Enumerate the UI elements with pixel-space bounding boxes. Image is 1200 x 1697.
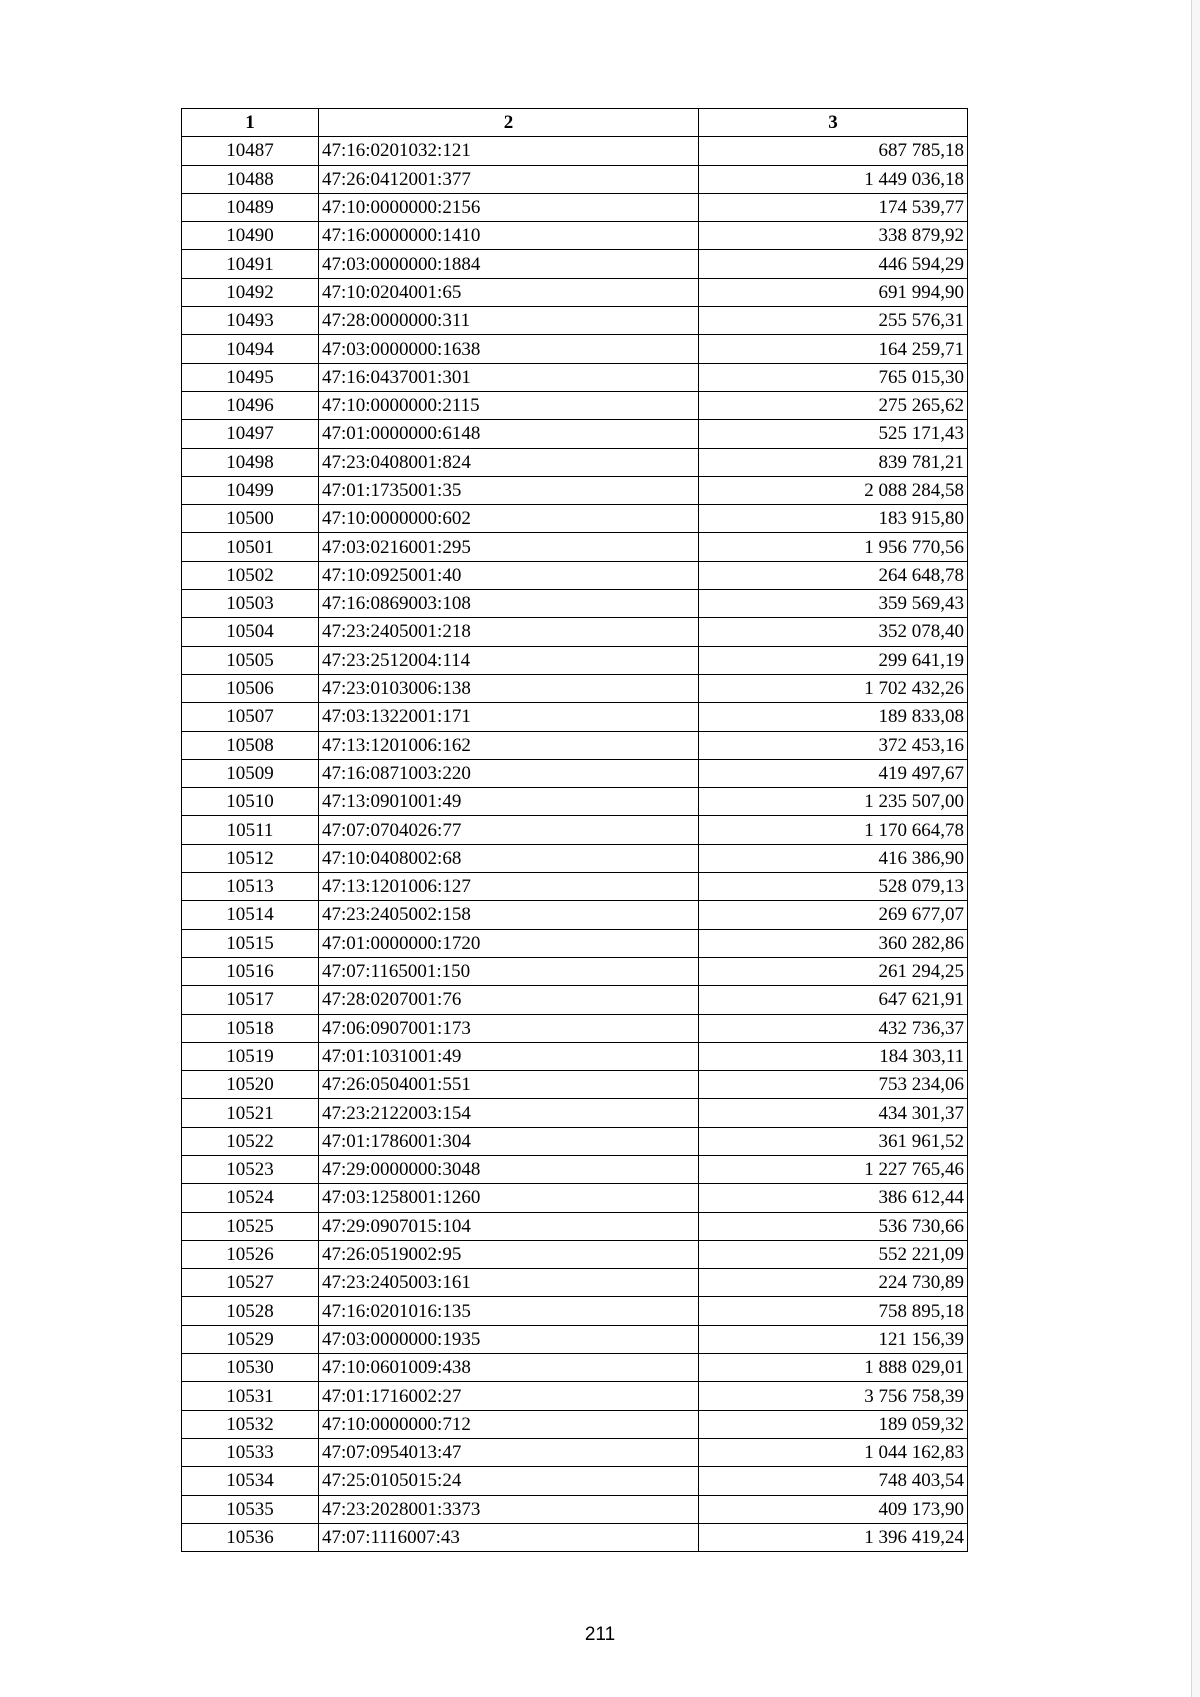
- row-number-cell: 10487: [182, 137, 319, 165]
- cadastral-value-cell: 184 303,11: [699, 1042, 968, 1070]
- cadastral-number-cell: 47:28:0207001:76: [319, 986, 699, 1014]
- table-row: [182, 901, 968, 929]
- page-number: 211: [584, 1624, 616, 1645]
- table-row: [182, 1438, 968, 1466]
- cadastral-number-cell: 47:01:1031001:49: [319, 1042, 699, 1070]
- cadastral-number-cell: 47:03:0216001:295: [319, 533, 699, 561]
- row-number-cell: 10508: [182, 731, 319, 759]
- cadastral-number-cell: 47:25:0105015:24: [319, 1467, 699, 1495]
- table-row: [182, 1127, 968, 1155]
- cadastral-number-cell: 47:13:0901001:49: [319, 788, 699, 816]
- row-number-cell: 10517: [182, 986, 319, 1014]
- cadastral-number-cell: 47:10:0204001:65: [319, 278, 699, 306]
- cadastral-number-cell: 47:23:0408001:824: [319, 448, 699, 476]
- cadastral-number-cell: 47:03:1322001:171: [319, 703, 699, 731]
- cadastral-value-cell: 359 569,43: [699, 590, 968, 618]
- cadastral-value-cell: 691 994,90: [699, 278, 968, 306]
- cadastral-value-cell: 1 888 029,01: [699, 1354, 968, 1382]
- column-header-2: 2: [319, 109, 699, 137]
- cadastral-value-cell: 1 227 765,46: [699, 1155, 968, 1183]
- table-row: [182, 1523, 968, 1551]
- table-row: [182, 1042, 968, 1070]
- row-number-cell: 10519: [182, 1042, 319, 1070]
- table-row: [182, 1099, 968, 1127]
- table-row: [182, 703, 968, 731]
- cadastral-value-cell: 758 895,18: [699, 1297, 968, 1325]
- row-number-cell: 10510: [182, 788, 319, 816]
- cadastral-number-cell: 47:26:0519002:95: [319, 1240, 699, 1268]
- row-number-cell: 10534: [182, 1467, 319, 1495]
- table-row: [182, 1467, 968, 1495]
- cadastral-value-cell: 352 078,40: [699, 618, 968, 646]
- cadastral-value-cell: 416 386,90: [699, 844, 968, 872]
- row-number-cell: 10490: [182, 222, 319, 250]
- row-number-cell: 10524: [182, 1184, 319, 1212]
- table-row: [182, 561, 968, 589]
- cadastral-number-cell: 47:16:0437001:301: [319, 363, 699, 391]
- column-header-3: 3: [699, 109, 968, 137]
- cadastral-number-cell: 47:16:0201032:121: [319, 137, 699, 165]
- row-number-cell: 10502: [182, 561, 319, 589]
- cadastral-number-cell: 47:07:0704026:77: [319, 816, 699, 844]
- cadastral-number-cell: 47:01:1716002:27: [319, 1382, 699, 1410]
- cadastral-value-cell: 647 621,91: [699, 986, 968, 1014]
- cadastral-number-cell: 47:01:1786001:304: [319, 1127, 699, 1155]
- cadastral-value-cell: 1 702 432,26: [699, 674, 968, 702]
- row-number-cell: 10522: [182, 1127, 319, 1155]
- cadastral-number-cell: 47:07:1116007:43: [319, 1523, 699, 1551]
- row-number-cell: 10488: [182, 165, 319, 193]
- table-row: [182, 533, 968, 561]
- row-number-cell: 10526: [182, 1240, 319, 1268]
- cadastral-value-cell: 338 879,92: [699, 222, 968, 250]
- row-number-cell: 10496: [182, 391, 319, 419]
- table-row: [182, 618, 968, 646]
- row-number-cell: 10532: [182, 1410, 319, 1438]
- row-number-cell: 10513: [182, 873, 319, 901]
- row-number-cell: 10533: [182, 1438, 319, 1466]
- row-number-cell: 10525: [182, 1212, 319, 1240]
- cadastral-value-cell: 753 234,06: [699, 1071, 968, 1099]
- table-row: [182, 1071, 968, 1099]
- table-row: [182, 193, 968, 221]
- cadastral-number-cell: 47:13:1201006:162: [319, 731, 699, 759]
- cadastral-number-cell: 47:23:2122003:154: [319, 1099, 699, 1127]
- table-row: [182, 1155, 968, 1183]
- cadastral-value-cell: 386 612,44: [699, 1184, 968, 1212]
- cadastral-number-cell: 47:23:2028001:3373: [319, 1495, 699, 1523]
- table-row: [182, 1325, 968, 1353]
- cadastral-value-cell: 1 235 507,00: [699, 788, 968, 816]
- column-header-1: 1: [182, 109, 319, 137]
- cadastral-value-cell: 552 221,09: [699, 1240, 968, 1268]
- table-body: [182, 137, 968, 1552]
- cadastral-value-cell: 1 956 770,56: [699, 533, 968, 561]
- row-number-cell: 10530: [182, 1354, 319, 1382]
- table-row: [182, 674, 968, 702]
- cadastral-number-cell: 47:23:2405001:218: [319, 618, 699, 646]
- row-number-cell: 10512: [182, 844, 319, 872]
- cadastral-number-cell: 47:23:0103006:138: [319, 674, 699, 702]
- table-row: [182, 1495, 968, 1523]
- row-number-cell: 10493: [182, 307, 319, 335]
- cadastral-number-cell: 47:01:0000000:6148: [319, 420, 699, 448]
- cadastral-number-cell: 47:29:0907015:104: [319, 1212, 699, 1240]
- cadastral-value-cell: 174 539,77: [699, 193, 968, 221]
- cadastral-value-cell: 528 079,13: [699, 873, 968, 901]
- cadastral-value-cell: 299 641,19: [699, 646, 968, 674]
- row-number-cell: 10501: [182, 533, 319, 561]
- row-number-cell: 10494: [182, 335, 319, 363]
- cadastral-value-cell: 255 576,31: [699, 307, 968, 335]
- cadastral-value-cell: 1 170 664,78: [699, 816, 968, 844]
- cadastral-number-cell: 47:01:0000000:1720: [319, 929, 699, 957]
- table-row: [182, 1354, 968, 1382]
- cadastral-number-cell: 47:26:0412001:377: [319, 165, 699, 193]
- cadastral-value-cell: 839 781,21: [699, 448, 968, 476]
- row-number-cell: 10497: [182, 420, 319, 448]
- cadastral-value-cell: 748 403,54: [699, 1467, 968, 1495]
- table-row: [182, 957, 968, 985]
- cadastral-value-cell: 183 915,80: [699, 505, 968, 533]
- cadastral-number-cell: 47:10:0000000:2115: [319, 391, 699, 419]
- row-number-cell: 10489: [182, 193, 319, 221]
- cadastral-value-cell: 1 449 036,18: [699, 165, 968, 193]
- table-row: [182, 590, 968, 618]
- row-number-cell: 10520: [182, 1071, 319, 1099]
- cadastral-value-cell: 419 497,67: [699, 759, 968, 787]
- row-number-cell: 10527: [182, 1269, 319, 1297]
- cadastral-number-cell: 47:03:0000000:1638: [319, 335, 699, 363]
- row-number-cell: 10509: [182, 759, 319, 787]
- cadastral-number-cell: 47:03:1258001:1260: [319, 1184, 699, 1212]
- cadastral-number-cell: 47:10:0000000:2156: [319, 193, 699, 221]
- cadastral-value-cell: 765 015,30: [699, 363, 968, 391]
- table-row: [182, 1212, 968, 1240]
- table-header-row: [182, 109, 968, 137]
- table-row: [182, 788, 968, 816]
- cadastral-value-cell: 360 282,86: [699, 929, 968, 957]
- row-number-cell: 10536: [182, 1523, 319, 1551]
- table-row: [182, 476, 968, 504]
- row-number-cell: 10514: [182, 901, 319, 929]
- table-row: [182, 1410, 968, 1438]
- cadastral-number-cell: 47:23:2405003:161: [319, 1269, 699, 1297]
- cadastral-number-cell: 47:26:0504001:551: [319, 1071, 699, 1099]
- row-number-cell: 10511: [182, 816, 319, 844]
- table-row: [182, 363, 968, 391]
- cadastral-number-cell: 47:16:0201016:135: [319, 1297, 699, 1325]
- cadastral-number-cell: 47:07:0954013:47: [319, 1438, 699, 1466]
- row-number-cell: 10523: [182, 1155, 319, 1183]
- table-row: [182, 137, 968, 165]
- cadastral-value-cell: 687 785,18: [699, 137, 968, 165]
- table-row: [182, 448, 968, 476]
- cadastral-value-cell: 409 173,90: [699, 1495, 968, 1523]
- row-number-cell: 10518: [182, 1014, 319, 1042]
- cadastral-value-cell: 261 294,25: [699, 957, 968, 985]
- cadastral-number-cell: 47:06:0907001:173: [319, 1014, 699, 1042]
- cadastral-number-cell: 47:29:0000000:3048: [319, 1155, 699, 1183]
- table-row: [182, 929, 968, 957]
- table-row: [182, 165, 968, 193]
- table-row: [182, 986, 968, 1014]
- cadastral-value-cell: 269 677,07: [699, 901, 968, 929]
- table-row: [182, 335, 968, 363]
- row-number-cell: 10521: [182, 1099, 319, 1127]
- cadastral-number-cell: 47:16:0871003:220: [319, 759, 699, 787]
- table-row: [182, 816, 968, 844]
- cadastral-value-cell: 446 594,29: [699, 250, 968, 278]
- table-row: [182, 1014, 968, 1042]
- cadastral-value-cell: 189 833,08: [699, 703, 968, 731]
- cadastral-value-table: [181, 108, 968, 1552]
- cadastral-number-cell: 47:10:0408002:68: [319, 844, 699, 872]
- cadastral-number-cell: 47:01:1735001:35: [319, 476, 699, 504]
- table-row: [182, 420, 968, 448]
- cadastral-number-cell: 47:28:0000000:311: [319, 307, 699, 335]
- table-row: [182, 250, 968, 278]
- cadastral-value-cell: 264 648,78: [699, 561, 968, 589]
- table-row: [182, 1297, 968, 1325]
- cadastral-value-cell: 361 961,52: [699, 1127, 968, 1155]
- table-row: [182, 307, 968, 335]
- table-row: [182, 646, 968, 674]
- row-number-cell: 10528: [182, 1297, 319, 1325]
- cadastral-value-cell: 372 453,16: [699, 731, 968, 759]
- table-row: [182, 278, 968, 306]
- table-row: [182, 222, 968, 250]
- cadastral-number-cell: 47:03:0000000:1884: [319, 250, 699, 278]
- table-row: [182, 731, 968, 759]
- cadastral-value-cell: 525 171,43: [699, 420, 968, 448]
- cadastral-number-cell: 47:07:1165001:150: [319, 957, 699, 985]
- table-row: [182, 1269, 968, 1297]
- row-number-cell: 10504: [182, 618, 319, 646]
- cadastral-number-cell: 47:10:0000000:602: [319, 505, 699, 533]
- row-number-cell: 10507: [182, 703, 319, 731]
- cadastral-value-cell: 432 736,37: [699, 1014, 968, 1042]
- cadastral-value-cell: 224 730,89: [699, 1269, 968, 1297]
- table-row: [182, 505, 968, 533]
- cadastral-value-cell: 189 059,32: [699, 1410, 968, 1438]
- row-number-cell: 10516: [182, 957, 319, 985]
- table-row: [182, 1382, 968, 1410]
- row-number-cell: 10506: [182, 674, 319, 702]
- cadastral-number-cell: 47:16:0869003:108: [319, 590, 699, 618]
- table-row: [182, 1184, 968, 1212]
- cadastral-number-cell: 47:03:0000000:1935: [319, 1325, 699, 1353]
- page-right-edge: [1191, 0, 1200, 1697]
- cadastral-value-cell: 2 088 284,58: [699, 476, 968, 504]
- cadastral-value-cell: 536 730,66: [699, 1212, 968, 1240]
- table-row: [182, 759, 968, 787]
- row-number-cell: 10500: [182, 505, 319, 533]
- table-row: [182, 391, 968, 419]
- cadastral-value-cell: 434 301,37: [699, 1099, 968, 1127]
- row-number-cell: 10531: [182, 1382, 319, 1410]
- row-number-cell: 10499: [182, 476, 319, 504]
- table-row: [182, 1240, 968, 1268]
- row-number-cell: 10492: [182, 278, 319, 306]
- row-number-cell: 10529: [182, 1325, 319, 1353]
- cadastral-number-cell: 47:10:0601009:438: [319, 1354, 699, 1382]
- cadastral-number-cell: 47:10:0925001:40: [319, 561, 699, 589]
- cadastral-number-cell: 47:10:0000000:712: [319, 1410, 699, 1438]
- table-row: [182, 873, 968, 901]
- row-number-cell: 10491: [182, 250, 319, 278]
- cadastral-value-cell: 3 756 758,39: [699, 1382, 968, 1410]
- cadastral-value-cell: 1 044 162,83: [699, 1438, 968, 1466]
- row-number-cell: 10505: [182, 646, 319, 674]
- cadastral-value-cell: 1 396 419,24: [699, 1523, 968, 1551]
- row-number-cell: 10498: [182, 448, 319, 476]
- table-row: [182, 844, 968, 872]
- row-number-cell: 10503: [182, 590, 319, 618]
- cadastral-number-cell: 47:23:2512004:114: [319, 646, 699, 674]
- cadastral-value-cell: 121 156,39: [699, 1325, 968, 1353]
- cadastral-number-cell: 47:13:1201006:127: [319, 873, 699, 901]
- cadastral-value-cell: 164 259,71: [699, 335, 968, 363]
- row-number-cell: 10535: [182, 1495, 319, 1523]
- cadastral-number-cell: 47:16:0000000:1410: [319, 222, 699, 250]
- row-number-cell: 10515: [182, 929, 319, 957]
- cadastral-value-cell: 275 265,62: [699, 391, 968, 419]
- cadastral-number-cell: 47:23:2405002:158: [319, 901, 699, 929]
- row-number-cell: 10495: [182, 363, 319, 391]
